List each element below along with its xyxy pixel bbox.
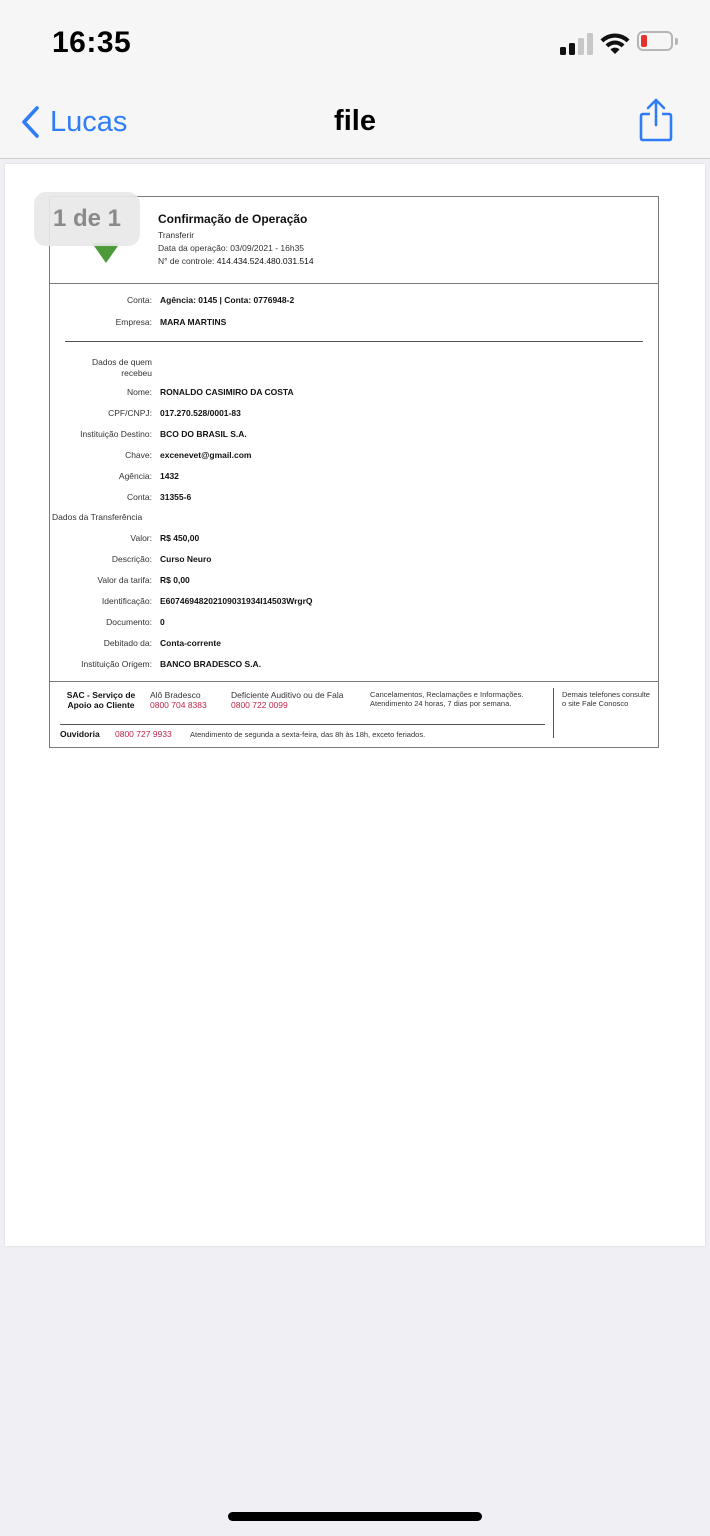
origin-institution-row: Instituição Origem: BANCO BRADESCO S.A. xyxy=(81,659,262,669)
receipt-footer xyxy=(50,681,658,748)
receipt-header xyxy=(50,197,658,284)
company-row: Empresa: MARA MARTINS xyxy=(115,317,227,327)
transfer-description-row: Descrição: Curso Neuro xyxy=(111,554,212,564)
alo-bradesco-contact: Alô Bradesco 0800 704 8383 xyxy=(150,690,207,710)
footer-divider xyxy=(60,724,545,725)
transfer-identification-row: Identificação: E60746948202109031934I14503WrgrQ xyxy=(101,596,313,606)
wifi-icon xyxy=(598,30,632,56)
navigation-bar xyxy=(0,88,710,159)
recipient-account-row: Conta: 31355-6 xyxy=(126,492,192,502)
account-row: Conta: Agência: 0145 | Conta: 0776948-2 xyxy=(126,295,295,305)
transfer-fee-row: Valor da tarifa: R$ 0,00 xyxy=(97,575,190,585)
transfer-document-row: Documento: 0 xyxy=(106,617,165,627)
divider xyxy=(65,341,643,342)
ouvidoria-phone: 0800 727 9933 xyxy=(115,729,172,739)
receipt-title: Confirmação de Operação xyxy=(158,212,308,226)
page-indicator: 1 de 1 xyxy=(34,192,140,246)
sac-title: SAC - Serviço de Apoio ao Cliente xyxy=(66,690,136,710)
operation-type: Transferir xyxy=(158,230,195,240)
cellular-signal-icon xyxy=(560,33,594,55)
bank-logo-icon xyxy=(92,243,120,263)
deaf-contact: Deficiente Auditivo ou de Fala 0800 722 0099 xyxy=(231,690,344,710)
footer-divider xyxy=(553,688,554,738)
back-button-label: Lucas xyxy=(50,105,128,138)
recipient-name-row: Nome: RONALDO CASIMIRO DA COSTA xyxy=(126,387,294,397)
destination-institution-row: Instituição Destino: BCO DO BRASIL S.A. xyxy=(80,429,247,439)
battery-icon xyxy=(637,31,681,53)
recipient-agency-row: Agência: 1432 xyxy=(118,471,179,481)
cancel-note: Cancelamentos, Reclamações e Informações. Atendimento 24 horas, 7 dias por semana. xyxy=(370,690,524,708)
other-phones-note: Demais telefones consulte o site Fale Conosco xyxy=(562,690,650,708)
status-time: 16:35 xyxy=(52,26,132,59)
pix-key-row: Chave: excenevet@gmail.com xyxy=(125,450,252,460)
home-indicator[interactable] xyxy=(228,1512,482,1521)
operation-date: Data da operação: 03/09/2021 - 16h35 xyxy=(158,243,305,253)
page-title: file xyxy=(334,105,376,137)
status-bar xyxy=(0,0,710,88)
receipt xyxy=(49,196,659,748)
recipient-doc-row: CPF/CNPJ: 017.270.528/0001-83 xyxy=(108,408,241,418)
battery-level xyxy=(641,35,647,47)
share-icon[interactable] xyxy=(638,97,674,143)
control-number: N° de controle: 414.434.524.480.031.514 xyxy=(158,256,314,266)
ouvidoria-note: Atendimento de segunda a sexta-feira, das 8h às 18h, exceto feriados. xyxy=(190,730,426,739)
recipient-section-label: Dados de quem recebeu xyxy=(91,357,152,378)
debited-from-row: Debitado da: Conta-corrente xyxy=(103,638,221,648)
ouvidoria-label: Ouvidoria xyxy=(60,729,100,739)
transfer-value-row: Valor: R$ 450,00 xyxy=(130,533,200,543)
document-page[interactable] xyxy=(5,164,705,1246)
transfer-section-label: Dados da Transferência xyxy=(52,512,143,522)
